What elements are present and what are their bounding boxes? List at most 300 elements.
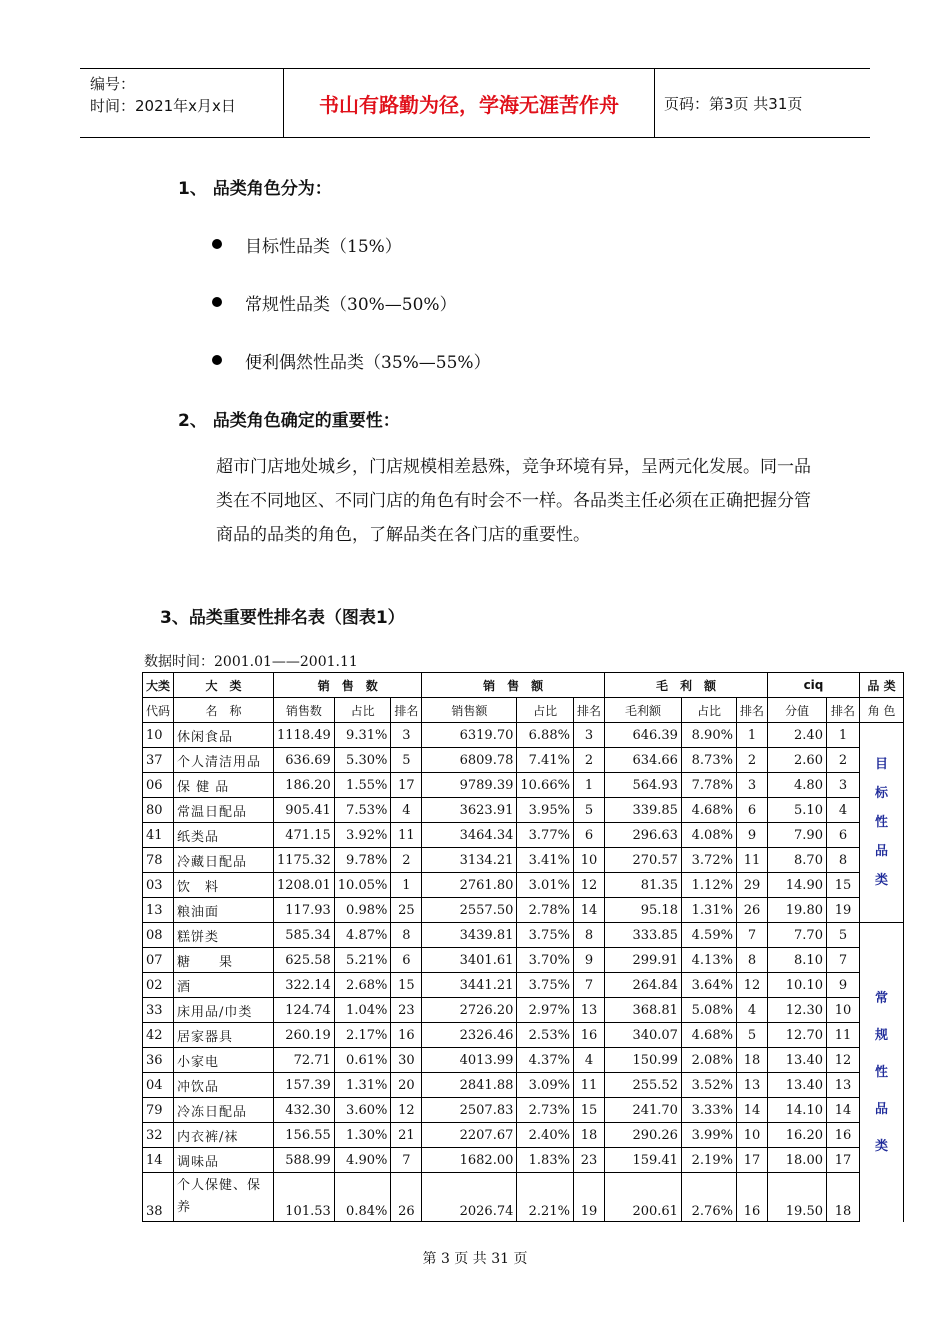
table-cell: 3: [573, 723, 604, 748]
table-cell: 11: [573, 1073, 604, 1098]
table-cell: 11: [826, 1023, 859, 1048]
table-cell: 糖 果: [174, 948, 274, 973]
table-cell: 7: [391, 1148, 422, 1173]
section1-heading: 1、 品类角色分为：: [178, 179, 332, 199]
table-cell: 16: [826, 1123, 859, 1148]
table-cell: 15: [573, 1098, 604, 1123]
table-cell: 38: [143, 1173, 174, 1222]
table-cell: 粮油面: [174, 898, 274, 923]
table-cell: 9.31%: [334, 723, 391, 748]
table-cell: 5.21%: [334, 948, 391, 973]
table-cell: 7: [736, 923, 767, 948]
table-cell: 23: [573, 1148, 604, 1173]
section2-heading: 2、 品类角色确定的重要性：: [178, 411, 400, 431]
table-cell: 冷冻日配品: [174, 1098, 274, 1123]
table-cell: 12: [573, 873, 604, 898]
table-cell: 糕饼类: [174, 923, 274, 948]
table-cell: 4.87%: [334, 923, 391, 948]
table-cell: 2.19%: [681, 1148, 736, 1173]
table-cell: 3.52%: [681, 1073, 736, 1098]
table-cell: 340.07: [604, 1023, 681, 1048]
table-cell: 1: [736, 723, 767, 748]
table-cell: 1208.01: [274, 873, 335, 898]
col-header: 毛 利 额: [604, 673, 767, 698]
table-row: [143, 1098, 904, 1123]
col-header: 大类: [143, 673, 174, 698]
table-cell: 1.83%: [517, 1148, 574, 1173]
table-cell: 19.50: [767, 1173, 826, 1222]
table-cell: 4013.99: [422, 1048, 517, 1073]
table-cell: 159.41: [604, 1148, 681, 1173]
table-cell: 16: [391, 1023, 422, 1048]
table-cell: 3.75%: [517, 923, 574, 948]
table-cell: 4.13%: [681, 948, 736, 973]
table-cell: 117.93: [274, 898, 335, 923]
table-cell: 纸类品: [174, 823, 274, 848]
table-cell: 21: [391, 1123, 422, 1148]
col-header: 销 售 额: [422, 673, 605, 698]
table-row: [143, 923, 904, 948]
bullet-dot-icon: [212, 297, 222, 307]
table-cell: 13: [826, 1073, 859, 1098]
col-header: 占比: [681, 698, 736, 723]
table-cell: 16: [573, 1023, 604, 1048]
table-cell: 3623.91: [422, 798, 517, 823]
table-cell: 2026.74: [422, 1173, 517, 1222]
table-cell: 2.76%: [681, 1173, 736, 1222]
table-cell: 634.66: [604, 748, 681, 773]
table-cell: 6: [736, 798, 767, 823]
table-row: [143, 1173, 904, 1222]
table-cell: 2557.50: [422, 898, 517, 923]
table-cell: 1682.00: [422, 1148, 517, 1173]
table-cell: 25: [391, 898, 422, 923]
table-cell: 32: [143, 1123, 174, 1148]
table-cell: 4: [736, 998, 767, 1023]
table-row: [143, 1073, 904, 1098]
table-cell: 333.85: [604, 923, 681, 948]
table-cell: 5: [736, 1023, 767, 1048]
table-cell: 101.53: [274, 1173, 335, 1222]
table-cell: 17: [391, 773, 422, 798]
table-cell: 居家器具: [174, 1023, 274, 1048]
table-cell: 12: [736, 973, 767, 998]
table-cell: 1.55%: [334, 773, 391, 798]
table-header-row: [143, 673, 904, 698]
table-row: [143, 948, 904, 973]
table-cell: 2.08%: [681, 1048, 736, 1073]
table-cell: 10: [143, 723, 174, 748]
table-cell: 14: [826, 1098, 859, 1123]
table-cell: 4.59%: [681, 923, 736, 948]
table-row: [143, 998, 904, 1023]
table-cell: 内衣裤/袜: [174, 1123, 274, 1148]
table-cell: 7.78%: [681, 773, 736, 798]
table-cell: 4.68%: [681, 798, 736, 823]
table-cell: 78: [143, 848, 174, 873]
header-motto: 书山有路勤为径，学海无涯苦作舟: [284, 69, 655, 137]
table-cell: 150.99: [604, 1048, 681, 1073]
table-row: [143, 1023, 904, 1048]
table-cell: 13: [143, 898, 174, 923]
table-cell: 3.99%: [681, 1123, 736, 1148]
table-cell: 299.91: [604, 948, 681, 973]
table-cell: 2.40: [767, 723, 826, 748]
table-cell: 14: [573, 898, 604, 923]
table-cell: 14.90: [767, 873, 826, 898]
table-cell: 9: [736, 823, 767, 848]
table-cell: 636.69: [274, 748, 335, 773]
role-target-cell: 目 标 性 品 类: [859, 723, 903, 923]
table-cell: 12.70: [767, 1023, 826, 1048]
table-cell: 42: [143, 1023, 174, 1048]
table-cell: 2.17%: [334, 1023, 391, 1048]
table-cell: 3441.21: [422, 973, 517, 998]
table-cell: 3.77%: [517, 823, 574, 848]
table-cell: 1: [826, 723, 859, 748]
col-header: 大 类: [174, 673, 274, 698]
table-cell: 3.01%: [517, 873, 574, 898]
col-header: 名 称: [174, 698, 274, 723]
bullet-dot-icon: [212, 355, 222, 365]
table-cell: 13.40: [767, 1073, 826, 1098]
table-cell: 10: [826, 998, 859, 1023]
table-cell: 02: [143, 973, 174, 998]
page-header: [80, 68, 870, 138]
col-header: 销售数: [274, 698, 335, 723]
table-row: [143, 798, 904, 823]
col-header: 占比: [517, 698, 574, 723]
table-cell: 6809.78: [422, 748, 517, 773]
col-header: 占比: [334, 698, 391, 723]
table-cell: 1175.32: [274, 848, 335, 873]
table-cell: 30: [391, 1048, 422, 1073]
table-cell: 585.34: [274, 923, 335, 948]
table-cell: 6: [826, 823, 859, 848]
table-cell: 3439.81: [422, 923, 517, 948]
table-cell: 646.39: [604, 723, 681, 748]
table-cell: 酒: [174, 973, 274, 998]
table-cell: 3: [736, 773, 767, 798]
table-cell: 9: [826, 973, 859, 998]
table-cell: 4: [391, 798, 422, 823]
table-cell: 290.26: [604, 1123, 681, 1148]
table-cell: 368.81: [604, 998, 681, 1023]
table-cell: 13: [736, 1073, 767, 1098]
table-cell: 255.52: [604, 1073, 681, 1098]
table-cell: 2.73%: [517, 1098, 574, 1123]
table-cell: 18: [573, 1123, 604, 1148]
table-cell: 10.05%: [334, 873, 391, 898]
table-cell: 床用品/巾类: [174, 998, 274, 1023]
table-cell: 2: [573, 748, 604, 773]
table-cell: 5: [573, 798, 604, 823]
table-cell: 3.60%: [334, 1098, 391, 1123]
table-cell: 12: [391, 1098, 422, 1123]
col-header: 毛利额: [604, 698, 681, 723]
table-cell: 07: [143, 948, 174, 973]
table-cell: 4.37%: [517, 1048, 574, 1073]
table-cell: 4.90%: [334, 1148, 391, 1173]
table-cell: 3.33%: [681, 1098, 736, 1123]
table-cell: 17: [736, 1148, 767, 1173]
table-cell: 270.57: [604, 848, 681, 873]
table-cell: 14: [736, 1098, 767, 1123]
table-cell: 2507.83: [422, 1098, 517, 1123]
table-cell: 905.41: [274, 798, 335, 823]
table-cell: 14.10: [767, 1098, 826, 1123]
table-cell: 2726.20: [422, 998, 517, 1023]
table-cell: 20: [391, 1073, 422, 1098]
table-cell: 157.39: [274, 1073, 335, 1098]
table-cell: 19: [826, 898, 859, 923]
table-cell: 16: [736, 1173, 767, 1222]
table-row: [143, 973, 904, 998]
table-cell: 饮 料: [174, 873, 274, 898]
table-cell: 1.30%: [334, 1123, 391, 1148]
col-header: 角 色: [859, 698, 903, 723]
table-row: [143, 1048, 904, 1073]
table-cell: 5.30%: [334, 748, 391, 773]
table-cell: 10: [736, 1123, 767, 1148]
table-cell: 3.09%: [517, 1073, 574, 1098]
table-cell: 3464.34: [422, 823, 517, 848]
table-cell: 0.84%: [334, 1173, 391, 1222]
col-header: 销售额: [422, 698, 517, 723]
table-cell: 241.70: [604, 1098, 681, 1123]
table-cell: 2207.67: [422, 1123, 517, 1148]
table-cell: 3401.61: [422, 948, 517, 973]
col-header: 分值: [767, 698, 826, 723]
table-cell: 19: [573, 1173, 604, 1222]
table-cell: 7: [826, 948, 859, 973]
table-cell: 个人保健、保养: [174, 1173, 274, 1222]
table-cell: 2841.88: [422, 1073, 517, 1098]
table-cell: 2761.80: [422, 873, 517, 898]
table-cell: 200.61: [604, 1173, 681, 1222]
table-cell: 10: [573, 848, 604, 873]
table-cell: 2.78%: [517, 898, 574, 923]
table-cell: 37: [143, 748, 174, 773]
table-cell: 13: [573, 998, 604, 1023]
table-cell: 3134.21: [422, 848, 517, 873]
table-row: [143, 898, 904, 923]
table-cell: 625.58: [274, 948, 335, 973]
table-cell: 10.66%: [517, 773, 574, 798]
table-cell: 4.08%: [681, 823, 736, 848]
table-cell: 2.60: [767, 748, 826, 773]
table-cell: 471.15: [274, 823, 335, 848]
table-cell: 8: [391, 923, 422, 948]
table-cell: 18: [826, 1173, 859, 1222]
table-cell: 156.55: [274, 1123, 335, 1148]
table-cell: 186.20: [274, 773, 335, 798]
number-label: 编号：: [90, 75, 136, 93]
col-header: 销 售 数: [274, 673, 422, 698]
table-cell: 4: [573, 1048, 604, 1073]
col-header: 排名: [391, 698, 422, 723]
table-cell: 5.08%: [681, 998, 736, 1023]
table-cell: 7.41%: [517, 748, 574, 773]
table-cell: 19.80: [767, 898, 826, 923]
table-cell: 13.40: [767, 1048, 826, 1073]
table-row: [143, 1148, 904, 1173]
table-cell: 03: [143, 873, 174, 898]
table-cell: 14: [143, 1148, 174, 1173]
table-cell: 124.74: [274, 998, 335, 1023]
table-cell: 36: [143, 1048, 174, 1073]
table-cell: 7: [573, 973, 604, 998]
table-cell: 3.70%: [517, 948, 574, 973]
table-cell: 8: [573, 923, 604, 948]
table-cell: 3.92%: [334, 823, 391, 848]
time-label: 时间：2021年x月x日: [90, 97, 236, 115]
table-cell: 3: [391, 723, 422, 748]
page-footer: 第 3 页 共 31 页: [422, 1251, 528, 1267]
table-cell: 9: [573, 948, 604, 973]
table-cell: 4.68%: [681, 1023, 736, 1048]
table-cell: 1.04%: [334, 998, 391, 1023]
table-cell: 3.41%: [517, 848, 574, 873]
role-regular-cell: 常 规 性 品 类: [859, 923, 903, 1222]
table-cell: 9789.39: [422, 773, 517, 798]
table-cell: 3.72%: [681, 848, 736, 873]
table-cell: 8: [736, 948, 767, 973]
table-cell: 322.14: [274, 973, 335, 998]
table-cell: 2: [736, 748, 767, 773]
table-cell: 冷藏日配品: [174, 848, 274, 873]
table-cell: 8: [826, 848, 859, 873]
table-cell: 11: [736, 848, 767, 873]
col-header: ciq: [767, 673, 859, 698]
table-cell: 2.68%: [334, 973, 391, 998]
table-cell: 9.78%: [334, 848, 391, 873]
table-cell: 0.61%: [334, 1048, 391, 1073]
table-cell: 1.31%: [334, 1073, 391, 1098]
table-cell: 2.21%: [517, 1173, 574, 1222]
table-cell: 2.40%: [517, 1123, 574, 1148]
table-cell: 2: [391, 848, 422, 873]
col-header: 代码: [143, 698, 174, 723]
table-cell: 1: [391, 873, 422, 898]
table-cell: 3: [826, 773, 859, 798]
table-cell: 8.10: [767, 948, 826, 973]
table-cell: 04: [143, 1073, 174, 1098]
table-cell: 6: [391, 948, 422, 973]
col-header: 品 类: [859, 673, 903, 698]
table-cell: 8.70: [767, 848, 826, 873]
table-cell: 15: [826, 873, 859, 898]
table-cell: 432.30: [274, 1098, 335, 1123]
table-cell: 23: [391, 998, 422, 1023]
table-cell: 6: [573, 823, 604, 848]
table-cell: 保 健 品: [174, 773, 274, 798]
table-cell: 1: [573, 773, 604, 798]
table-cell: 15: [391, 973, 422, 998]
table-cell: 588.99: [274, 1148, 335, 1173]
table-cell: 调味品: [174, 1148, 274, 1173]
table-cell: 260.19: [274, 1023, 335, 1048]
table-cell: 79: [143, 1098, 174, 1123]
table-cell: 81.35: [604, 873, 681, 898]
table-cell: 6.88%: [517, 723, 574, 748]
table-cell: 4.80: [767, 773, 826, 798]
table-cell: 7.90: [767, 823, 826, 848]
header-meta: [80, 69, 284, 137]
table-cell: 33: [143, 998, 174, 1023]
table-cell: 10.10: [767, 973, 826, 998]
table-cell: 16.20: [767, 1123, 826, 1148]
table-cell: 小家电: [174, 1048, 274, 1073]
section3-heading: 3、品类重要性排名表（图表1）: [160, 608, 405, 628]
table-cell: 95.18: [604, 898, 681, 923]
data-time-note: 数据时间：2001.01——2001.11: [144, 654, 358, 670]
table-cell: 26: [736, 898, 767, 923]
table-cell: 2: [826, 748, 859, 773]
table-cell: 2.97%: [517, 998, 574, 1023]
col-header: 排名: [573, 698, 604, 723]
table-row: [143, 873, 904, 898]
table-cell: 5.10: [767, 798, 826, 823]
col-header: 排名: [826, 698, 859, 723]
table-cell: 7.53%: [334, 798, 391, 823]
table-cell: 7.70: [767, 923, 826, 948]
table-cell: 11: [391, 823, 422, 848]
table-cell: 个人清洁用品: [174, 748, 274, 773]
table-cell: 08: [143, 923, 174, 948]
table-cell: 8.90%: [681, 723, 736, 748]
bullet-dot-icon: [212, 239, 222, 249]
table-cell: 339.85: [604, 798, 681, 823]
table-cell: 29: [736, 873, 767, 898]
table-cell: 1.31%: [681, 898, 736, 923]
table-cell: 41: [143, 823, 174, 848]
table-cell: 18.00: [767, 1148, 826, 1173]
table-cell: 6319.70: [422, 723, 517, 748]
table-cell: 06: [143, 773, 174, 798]
section2-paragraph: 超市门店地处城乡，门店规模相差悬殊，竞争环境有异，呈两元化发展。同一品类在不同地区、不同门店的角色有时会不一样。各品类主任必须在正确把握分管商品的品类的角色，了解品类在各门店的重要性。: [216, 457, 811, 545]
table-cell: 1118.49: [274, 723, 335, 748]
col-header: 排名: [736, 698, 767, 723]
table-cell: 8.73%: [681, 748, 736, 773]
table-cell: 5: [391, 748, 422, 773]
table-cell: 2326.46: [422, 1023, 517, 1048]
table-cell: 休闲食品: [174, 723, 274, 748]
table-row: [143, 823, 904, 848]
table-cell: 26: [391, 1173, 422, 1222]
table-cell: 80: [143, 798, 174, 823]
table-cell: 0.98%: [334, 898, 391, 923]
category-ranking-table: [142, 672, 904, 1222]
table-row: [143, 773, 904, 798]
table-cell: 冲饮品: [174, 1073, 274, 1098]
table-cell: 3.64%: [681, 973, 736, 998]
table-cell: 常温日配品: [174, 798, 274, 823]
table-cell: 4: [826, 798, 859, 823]
table-cell: 72.71: [274, 1048, 335, 1073]
table-cell: 3.95%: [517, 798, 574, 823]
table-cell: 264.84: [604, 973, 681, 998]
table-cell: 12.30: [767, 998, 826, 1023]
table-cell: 3.75%: [517, 973, 574, 998]
table-cell: 5: [826, 923, 859, 948]
table-row: [143, 848, 904, 873]
table-subheader-row: [143, 698, 904, 723]
table-row: [143, 1123, 904, 1148]
table-cell: 564.93: [604, 773, 681, 798]
header-page-info: 页码：第3页 共31页: [664, 94, 803, 113]
table-row: [143, 723, 904, 748]
